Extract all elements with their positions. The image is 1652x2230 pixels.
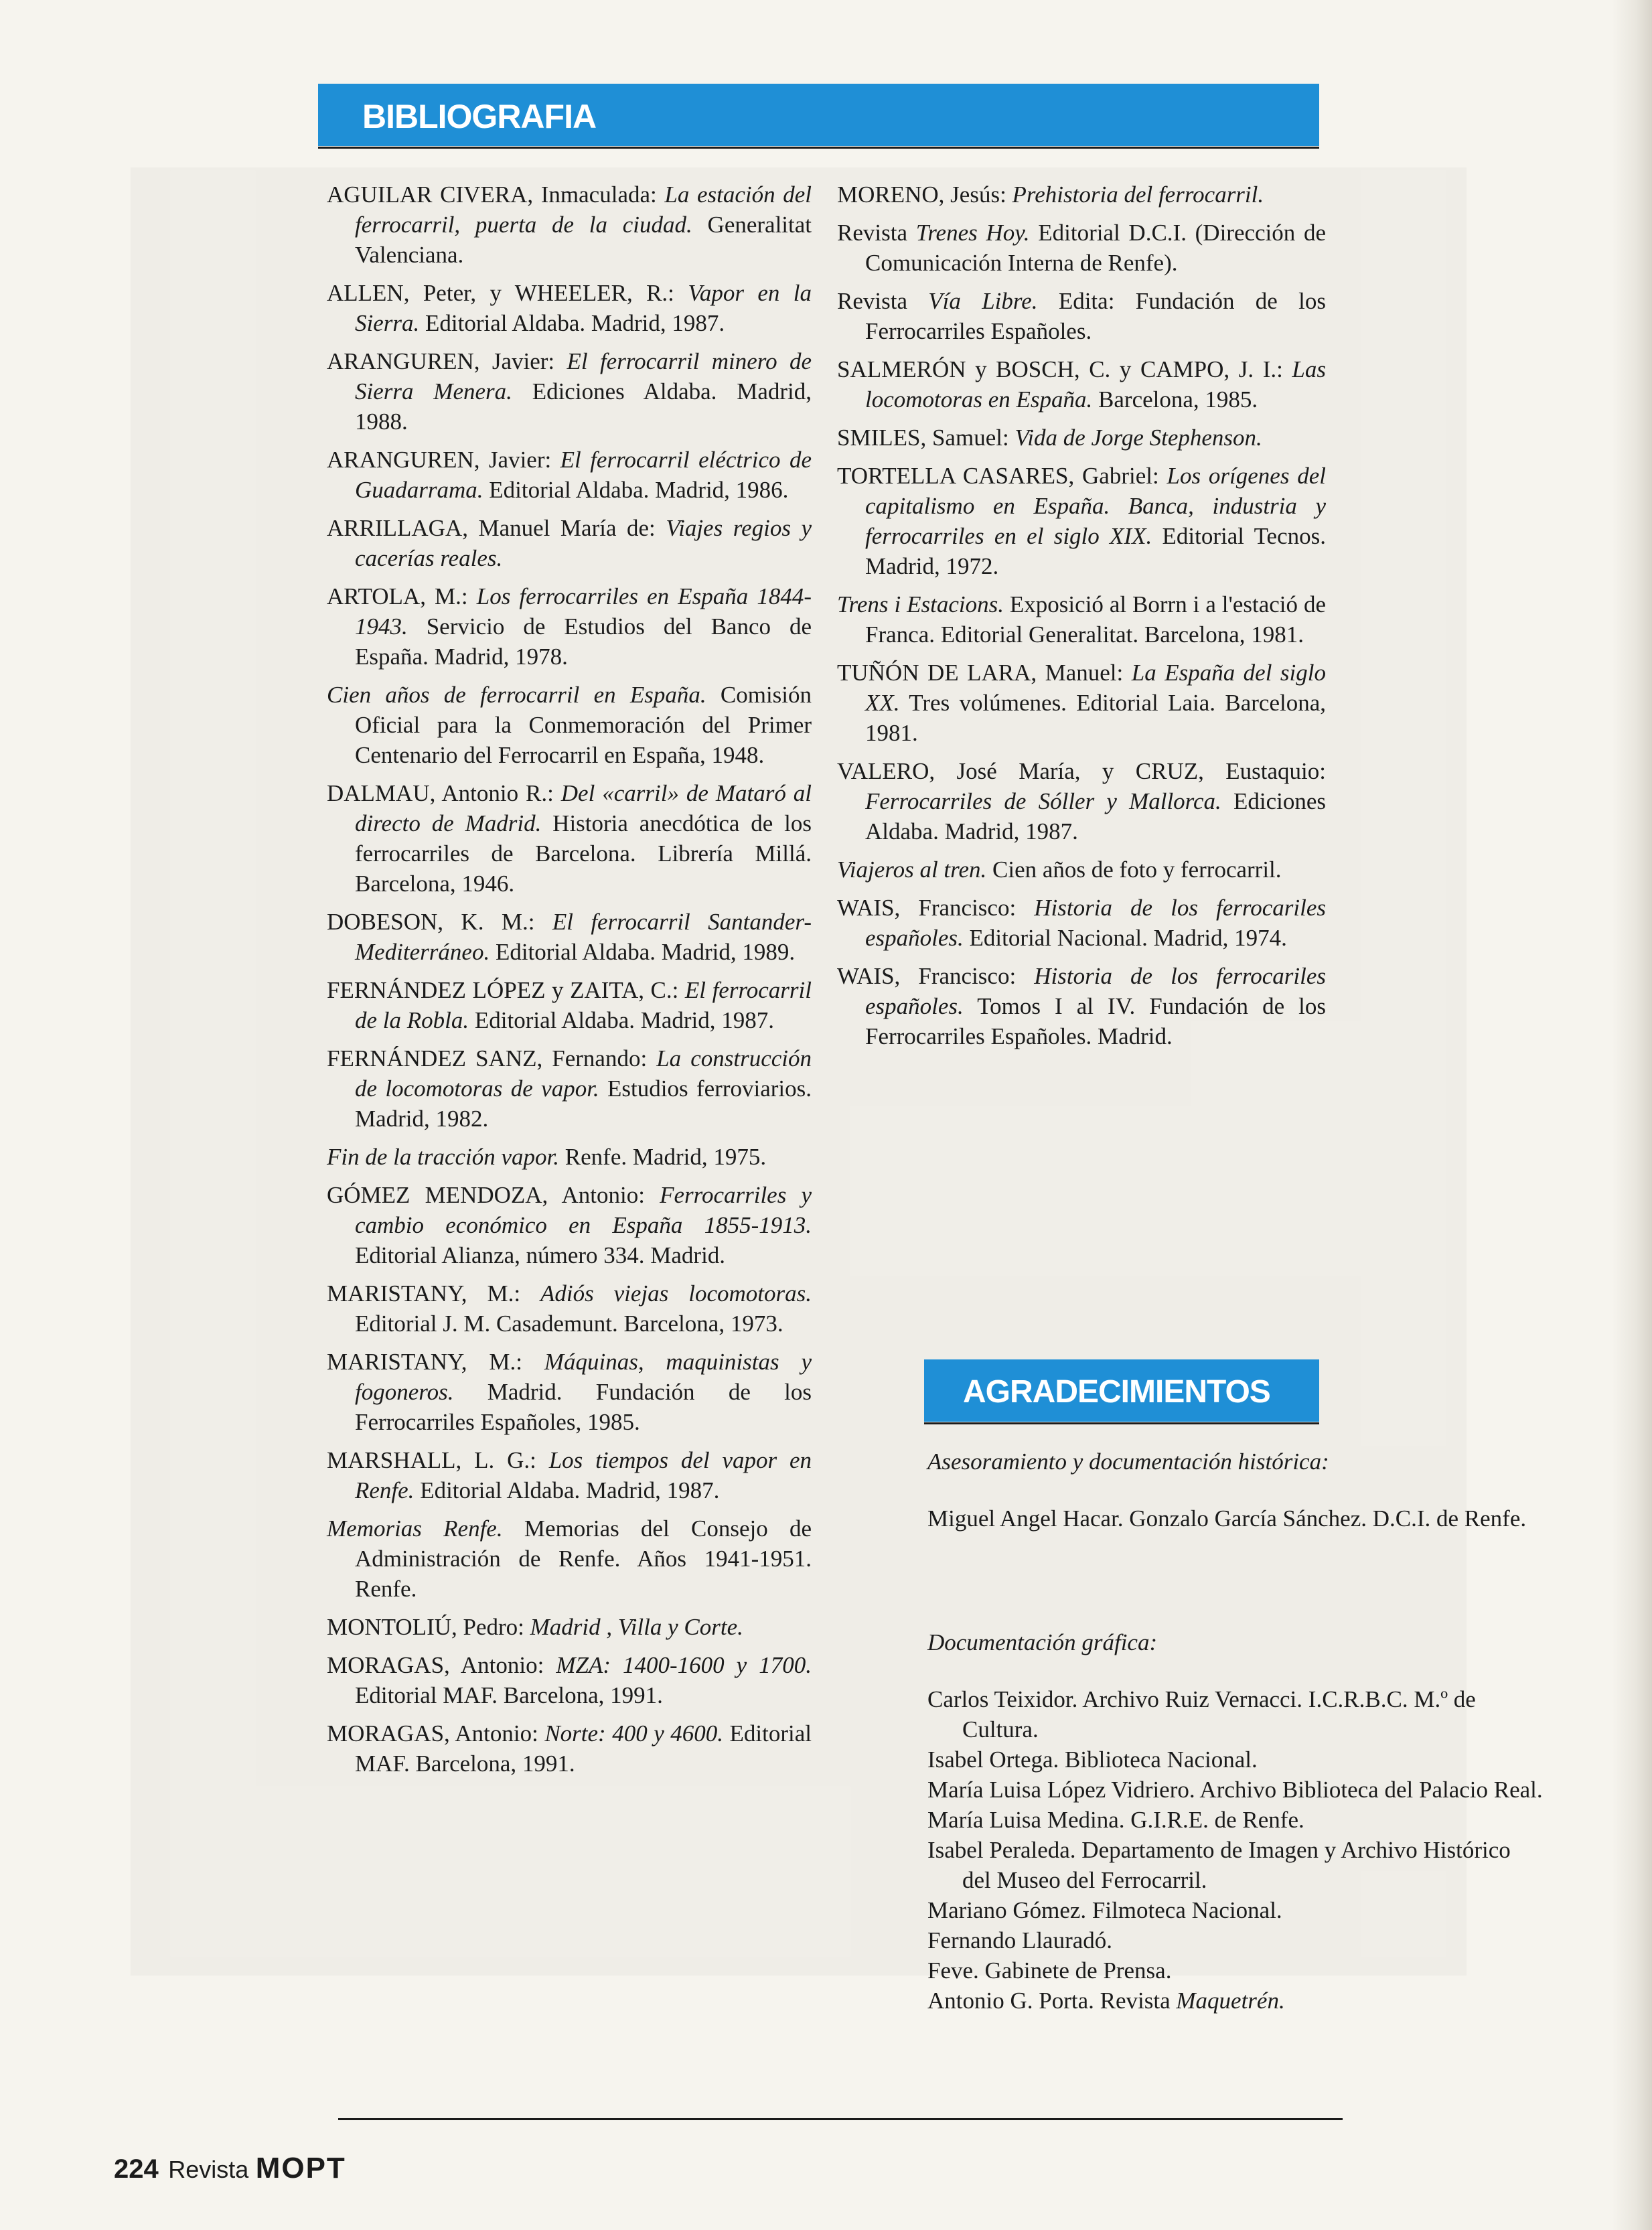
entry-rest: Editorial Aldaba. Madrid, 1987. — [419, 310, 725, 336]
bibliography-entry — [327, 1347, 812, 1437]
bibliography-entry — [327, 581, 812, 672]
entry-title: El ferrocarril minero de Sierra Menera. — [355, 348, 812, 404]
ack-credit-item — [927, 1986, 1544, 2016]
ack-subtitle-graphic: Documentación gráfica: — [927, 1629, 1158, 1655]
entry-author: MARISTANY, M.: — [327, 1280, 540, 1307]
entry-title: El ferrocarril eléctrico de Guadarrama. — [355, 447, 812, 503]
ack-credit-text: Feve. Gabinete de Prensa. — [927, 1957, 1172, 1984]
entry-title: MZA: 1400-1600 y 1700. — [556, 1652, 812, 1678]
entry-author: TUÑÓN DE LARA, Manuel: — [837, 660, 1132, 686]
entry-title: Cien años de ferrocarril en España. — [327, 682, 706, 708]
ack-credit-item — [927, 1805, 1544, 1835]
entry-title: Norte: 400 y 4600. — [544, 1720, 724, 1746]
acknowledgements-header — [924, 1359, 1319, 1422]
ack-credit-text: Isabel Ortega. Biblioteca Nacional. — [927, 1746, 1258, 1773]
entry-author: VALERO, José María, y CRUZ, Eustaquio: — [837, 758, 1326, 784]
entry-author: ARRILLAGA, Manuel María de: — [327, 515, 666, 541]
entry-rest: Tres volúmenes. Editorial Laia. Barcelona, 1981. — [865, 690, 1326, 746]
entry-title: La España del siglo XX. — [865, 660, 1326, 716]
bibliography-entry — [837, 756, 1326, 846]
entry-rest: Memorias del Consejo de Administración de Renfe. Años 1941-1951. Renfe. — [355, 1515, 812, 1602]
page-number: 224 — [114, 2154, 159, 2184]
entry-author: SALMERÓN y BOSCH, C. y CAMPO, J. I.: — [837, 356, 1292, 382]
ack-credit-text: María Luisa Medina. G.I.R.E. de Renfe. — [927, 1807, 1304, 1833]
entry-title: Los ferrocarriles en España 1844-1943. — [355, 583, 812, 640]
bibliography-entry — [327, 1180, 812, 1270]
entry-author: MARSHALL, L. G.: — [327, 1447, 549, 1473]
entry-rest: Historia anecdótica de los ferrocarriles de Barcelona. Librería Millá. Barcelona, 1946. — [355, 810, 812, 897]
entry-rest: Exposició al Borrn i a l'estació de Franca. Editorial Generalitat. Barcelona, 1981. — [865, 591, 1326, 648]
bibliography-entry — [837, 179, 1326, 210]
entry-title: Vía Libre. — [928, 288, 1038, 314]
entry-author: Revista — [837, 220, 916, 246]
entry-title: Vapor en la Sierra. — [355, 280, 812, 336]
bibliography-entry — [327, 346, 812, 437]
entry-rest: Madrid. Fundación de los Ferrocarriles Españoles, 1985. — [355, 1379, 812, 1435]
entry-rest: Editorial J. M. Casademunt. Barcelona, 1973. — [355, 1311, 783, 1337]
entry-rest: Generalitat Valenciana. — [355, 212, 812, 268]
magazine-logo: MOPT — [255, 2152, 346, 2184]
ack-credit-text: Antonio G. Porta. Revista — [927, 1988, 1177, 2014]
bibliography-entry — [837, 423, 1326, 453]
ack-credit-item — [927, 1925, 1544, 1955]
entry-rest: Editorial D.C.I. (Dirección de Comunicación Interna de Renfe). — [865, 220, 1326, 276]
bibliography-entry — [327, 907, 812, 967]
entry-title: Trenes Hoy. — [915, 220, 1030, 246]
entry-title: El ferrocarril Santander-Mediterráneo. — [355, 909, 812, 965]
bibliography-entry — [327, 1718, 812, 1779]
bibliography-entry — [327, 1513, 812, 1604]
bibliography-entry — [327, 1278, 812, 1339]
ack-credit-text: Mariano Gómez. Filmoteca Nacional. — [927, 1897, 1282, 1923]
bibliography-entry — [327, 1650, 812, 1710]
bibliography-entry — [327, 513, 812, 573]
entry-title: Madrid , Villa y Corte. — [530, 1614, 743, 1640]
ack-credit-text: Carlos Teixidor. Archivo Ruiz Vernacci. I.C.R.B.C. M.º de Cultura. — [927, 1686, 1476, 1742]
entry-author: ARANGUREN, Javier: — [327, 348, 567, 374]
bibliography-entry — [837, 893, 1326, 953]
ack-credit-item — [927, 1955, 1544, 1986]
entry-rest: Editorial Alianza, número 334. Madrid. — [355, 1242, 726, 1268]
bibliography-entry — [327, 680, 812, 770]
bibliography-header — [318, 84, 1319, 146]
acknowledgements-header-rule — [924, 1422, 1319, 1424]
entry-author: MORENO, Jesús: — [837, 181, 1012, 208]
bibliography-right-column — [837, 179, 1326, 1059]
entry-title: Adiós viejas locomotoras. — [540, 1280, 812, 1307]
entry-author: MARISTANY, M.: — [327, 1349, 544, 1375]
ack-historical-credits: Miguel Angel Hacar. Gonzalo García Sánchez. D.C.I. de Renfe. — [927, 1505, 1527, 1532]
entry-rest: Editorial Aldaba. Madrid, 1987. — [469, 1007, 775, 1033]
entry-rest: Editorial MAF. Barcelona, 1991. — [355, 1682, 663, 1708]
entry-title: Ferrocarriles y cambio económico en España 1855-1913. — [355, 1182, 812, 1238]
entry-author: GÓMEZ MENDOZA, Antonio: — [327, 1182, 660, 1208]
footer-rule — [338, 2118, 1343, 2120]
entry-author: AGUILAR CIVERA, Inmaculada: — [327, 181, 665, 208]
entry-title: La estación del ferrocarril, puerta de la ciudad. — [355, 181, 812, 238]
entry-rest: Editorial Aldaba. Madrid, 1987. — [414, 1477, 720, 1503]
entry-title: Historia de los ferrocariles españoles. — [865, 895, 1326, 951]
entry-title: Memorias Renfe. — [327, 1515, 503, 1542]
bibliography-entry — [837, 218, 1326, 278]
bibliography-entry — [837, 286, 1326, 346]
bibliography-entry — [327, 1142, 812, 1172]
entry-title: Historia de los ferrocariles españoles. — [865, 963, 1326, 1019]
ack-credit-item — [927, 1684, 1544, 1744]
entry-title: Vida de Jorge Stephenson. — [1015, 425, 1262, 451]
entry-rest: Cien años de foto y ferrocarril. — [986, 857, 1282, 883]
ack-credit-item — [927, 1744, 1544, 1775]
entry-author: MORAGAS, Antonio: — [327, 1652, 556, 1678]
ack-credit-item — [927, 1895, 1544, 1925]
entry-author: FERNÁNDEZ SANZ, Fernando: — [327, 1045, 657, 1071]
entry-rest: Editorial Aldaba. Madrid, 1989. — [490, 939, 796, 965]
ack-credit-text: María Luisa López Vidriero. Archivo Biblioteca del Palacio Real. — [927, 1777, 1543, 1803]
entry-rest: Renfe. Madrid, 1975. — [559, 1144, 767, 1170]
bibliography-entry — [837, 354, 1326, 415]
bibliography-entry — [327, 778, 812, 899]
entry-author: DOBESON, K. M.: — [327, 909, 552, 935]
entry-title: Viajes regios y cacerías reales. — [355, 515, 812, 571]
entry-title: Los orígenes del capitalismo en España. Banca, industria y ferrocarriles en el siglo XIX. — [865, 463, 1326, 549]
entry-title: La construcción de locomotoras de vapor. — [355, 1045, 812, 1102]
entry-rest: Ediciones Aldaba. Madrid, 1987. — [865, 788, 1326, 844]
entry-author: MONTOLIÚ, Pedro: — [327, 1614, 530, 1640]
bibliography-entry — [327, 278, 812, 338]
entry-author: MORAGAS, Antonio: — [327, 1720, 545, 1746]
entry-author: FERNÁNDEZ LÓPEZ y ZAITA, C.: — [327, 977, 685, 1003]
bibliography-header-rule — [318, 147, 1319, 149]
entry-rest: Editorial Aldaba. Madrid, 1986. — [483, 477, 789, 503]
bibliography-entry — [837, 658, 1326, 748]
entry-rest: Estudios ferroviarios. Madrid, 1982. — [355, 1075, 812, 1132]
entry-author: DALMAU, Antonio R.: — [327, 780, 561, 806]
page-footer — [114, 2152, 346, 2185]
entry-rest: Editorial Tecnos. Madrid, 1972. — [865, 523, 1327, 579]
footer-label: Revista — [168, 2156, 249, 2183]
ack-credit-text: Isabel Peraleda. Departamento de Imagen y Archivo Histórico del Museo del Ferrocarril. — [927, 1837, 1511, 1893]
ack-credit-italic: Maquetrén. — [1176, 1988, 1285, 2014]
entry-rest: Barcelona, 1985. — [1092, 386, 1258, 413]
entry-title: El ferrocarril de la Robla. — [355, 977, 812, 1033]
entry-author: WAIS, Francisco: — [837, 963, 1035, 989]
bibliography-left-column — [327, 179, 812, 1787]
entry-rest: Servicio de Estudios del Banco de España. Madrid, 1978. — [355, 613, 812, 670]
entry-rest: Comisión Oficial para la Conmemoración del Primer Centenario del Ferrocarril en España, 1948. — [355, 682, 812, 768]
bibliography-entry — [327, 1612, 812, 1642]
entry-author: ALLEN, Peter, y WHEELER, R.: — [327, 280, 688, 306]
entry-title: Fin de la tracción vapor. — [327, 1144, 560, 1170]
bibliography-entry — [327, 975, 812, 1035]
entry-title: Viajeros al tren. — [837, 857, 987, 883]
entry-author: SMILES, Samuel: — [837, 425, 1015, 451]
entry-rest: Tomos I al IV. Fundación de los Ferrocarriles Españoles. Madrid. — [865, 993, 1326, 1049]
bibliography-entry — [327, 179, 812, 270]
bibliography-entry — [837, 854, 1326, 885]
entry-author: Revista — [837, 288, 929, 314]
entry-title: Del «carril» de Mataró al directo de Madrid. — [355, 780, 812, 836]
page-edge — [1612, 0, 1652, 2230]
bibliography-entry — [327, 1043, 812, 1134]
entry-title: Ferrocarriles de Sóller y Mallorca. — [865, 788, 1221, 814]
acknowledgements-header-title: AGRADECIMIENTOS — [963, 1374, 1270, 1410]
entry-author: TORTELLA CASARES, Gabriel: — [837, 463, 1167, 489]
entry-rest: Ediciones Aldaba. Madrid, 1988. — [355, 378, 812, 435]
entry-title: Los tiempos del vapor en Renfe. — [355, 1447, 812, 1503]
entry-rest: Edita: Fundación de los Ferrocarriles Españoles. — [865, 288, 1326, 344]
entry-title: Máquinas, maquinistas y fogoneros. — [355, 1349, 812, 1405]
entry-title: Trens i Estacions. — [837, 591, 1004, 617]
ack-credit-item — [927, 1835, 1544, 1895]
entry-title: Prehistoria del ferrocarril. — [1012, 181, 1264, 208]
ack-subtitle-historical: Asesoramiento y documentación histórica: — [927, 1448, 1329, 1475]
bibliography-header-title: BIBLIOGRAFIA — [362, 98, 597, 135]
entry-title: Las locomotoras en España. — [865, 356, 1326, 413]
bibliography-entry — [837, 461, 1326, 581]
bibliography-entry — [837, 589, 1326, 650]
bibliography-entry — [327, 1445, 812, 1505]
ack-graphic-credits-list — [927, 1684, 1544, 2016]
bibliography-entry — [837, 961, 1326, 1051]
ack-credit-text: Fernando Llauradó. — [927, 1927, 1113, 1953]
entry-rest: Editorial MAF. Barcelona, 1991. — [355, 1720, 812, 1777]
entry-author: ARANGUREN, Javier: — [327, 447, 560, 473]
entry-rest: Editorial Nacional. Madrid, 1974. — [963, 925, 1287, 951]
entry-author: WAIS, Francisco: — [837, 895, 1035, 921]
entry-author: ARTOLA, M.: — [327, 583, 477, 609]
ack-credit-item — [927, 1775, 1544, 1805]
bibliography-entry — [327, 445, 812, 505]
